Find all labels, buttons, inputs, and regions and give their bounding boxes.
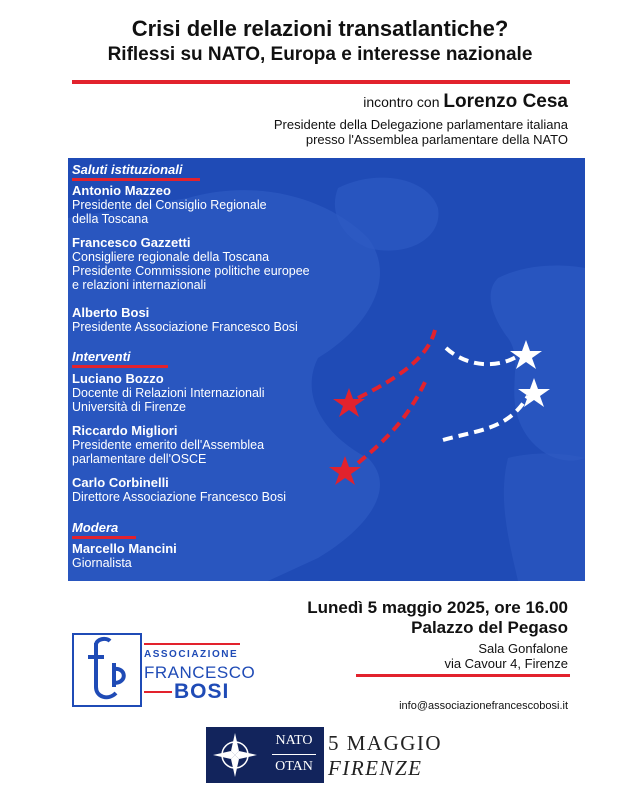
speaker-block-corbinelli [72,476,286,504]
section-modera-label: Modera [72,520,119,535]
event-red-rule [356,674,570,677]
section-interventi-underline [72,365,168,368]
map-africa-shape [504,454,585,581]
speaker-role: Presidente Associazione Francesco Bosi [72,320,298,334]
logo-line-1: ASSOCIAZIONE [144,649,239,660]
white-route-upper [446,348,518,364]
intro-prefix: incontro con [363,94,440,110]
speaker-role: Presidente del Consiglio Regionale [72,198,267,212]
speaker-name: Carlo Corbinelli [72,475,169,490]
section-saluti [68,162,200,181]
speaker-name: Antonio Mazzeo [72,183,171,198]
nato-compass-icon [210,731,260,779]
intro-line [363,91,568,112]
nato-date-line-1: 5 MAGGIO [328,731,443,755]
event-address: via Cavour 4, Firenze [444,656,568,671]
speaker-name: Luciano Bozzo [72,371,164,386]
intro-role-2: presso l'Assemblea parlamentare della NATO [305,132,568,147]
speaker-role: Giornalista [72,556,132,570]
speaker-block-gazzetti [72,236,310,292]
speaker-role: Consigliere regionale della Toscana [72,250,270,264]
logo-monogram-icon [74,635,140,705]
poster-subtitle: Riflessi su NATO, Europa e interesse nazionale [107,44,533,65]
speaker-role: Docente di Relazioni Internazionali [72,386,265,400]
association-logo [72,633,256,707]
program-panel [68,158,585,581]
nato-label-bottom: OTAN [275,759,313,774]
section-modera [68,520,136,539]
speaker-role: parlamentare dell'OSCE [72,452,207,466]
speaker-block-bosi [72,306,298,334]
nato-badge [206,727,324,783]
speaker-block-migliori [72,424,264,466]
section-modera-underline [72,536,136,539]
speaker-role: Presidente Commissione politiche europee [72,264,310,278]
speaker-block-bozzo [72,372,264,414]
logo-line-2: FRANCESCO [144,663,256,682]
poster-title: Crisi delle relazioni transatlantiche? [131,16,509,41]
red-star-upper [333,388,365,417]
logo-red-line-mid [144,691,172,693]
intro-role-1: Presidente della Delegazione parlamentare italiana [273,117,568,132]
logo-emblem-box [72,633,142,707]
section-saluti-label: Saluti istituzionali [72,162,183,177]
speaker-role: della Toscana [72,212,149,226]
speaker-role: e relazioni internazionali [72,278,207,292]
speaker-block-mancini [72,542,177,570]
title-red-rule [72,80,570,84]
event-datetime: Lunedì 5 maggio 2025, ore 16.00 [307,598,568,617]
speaker-name: Alberto Bosi [72,305,150,320]
speaker-name: Marcello Mancini [72,541,177,556]
logo-red-line-top [144,643,240,645]
logo-line-3: BOSI [174,680,230,703]
nato-label-top: NATO [275,733,313,748]
intro-speaker: Lorenzo Cesa [443,91,568,112]
nato-date-line-2: FIRENZE [328,756,423,780]
section-interventi [68,349,168,368]
speaker-role: Presidente emerito dell'Assemblea [72,438,265,452]
speaker-name: Francesco Gazzetti [72,235,191,250]
speaker-block-mazzeo [72,184,267,226]
speaker-name: Riccardo Migliori [72,423,178,438]
speaker-role: Università di Firenze [72,400,186,414]
section-interventi-label: Interventi [72,349,131,364]
contact-email[interactable]: info@associazionefrancescobosi.it [399,700,568,712]
section-saluti-underline [72,178,200,181]
event-room: Sala Gonfalone [478,641,568,656]
map-europe-shape [491,266,585,461]
red-route-lower [358,380,426,463]
nato-divider [272,754,316,755]
event-venue: Palazzo del Pegaso [411,618,568,637]
speaker-role: Direttore Associazione Francesco Bosi [72,490,286,504]
